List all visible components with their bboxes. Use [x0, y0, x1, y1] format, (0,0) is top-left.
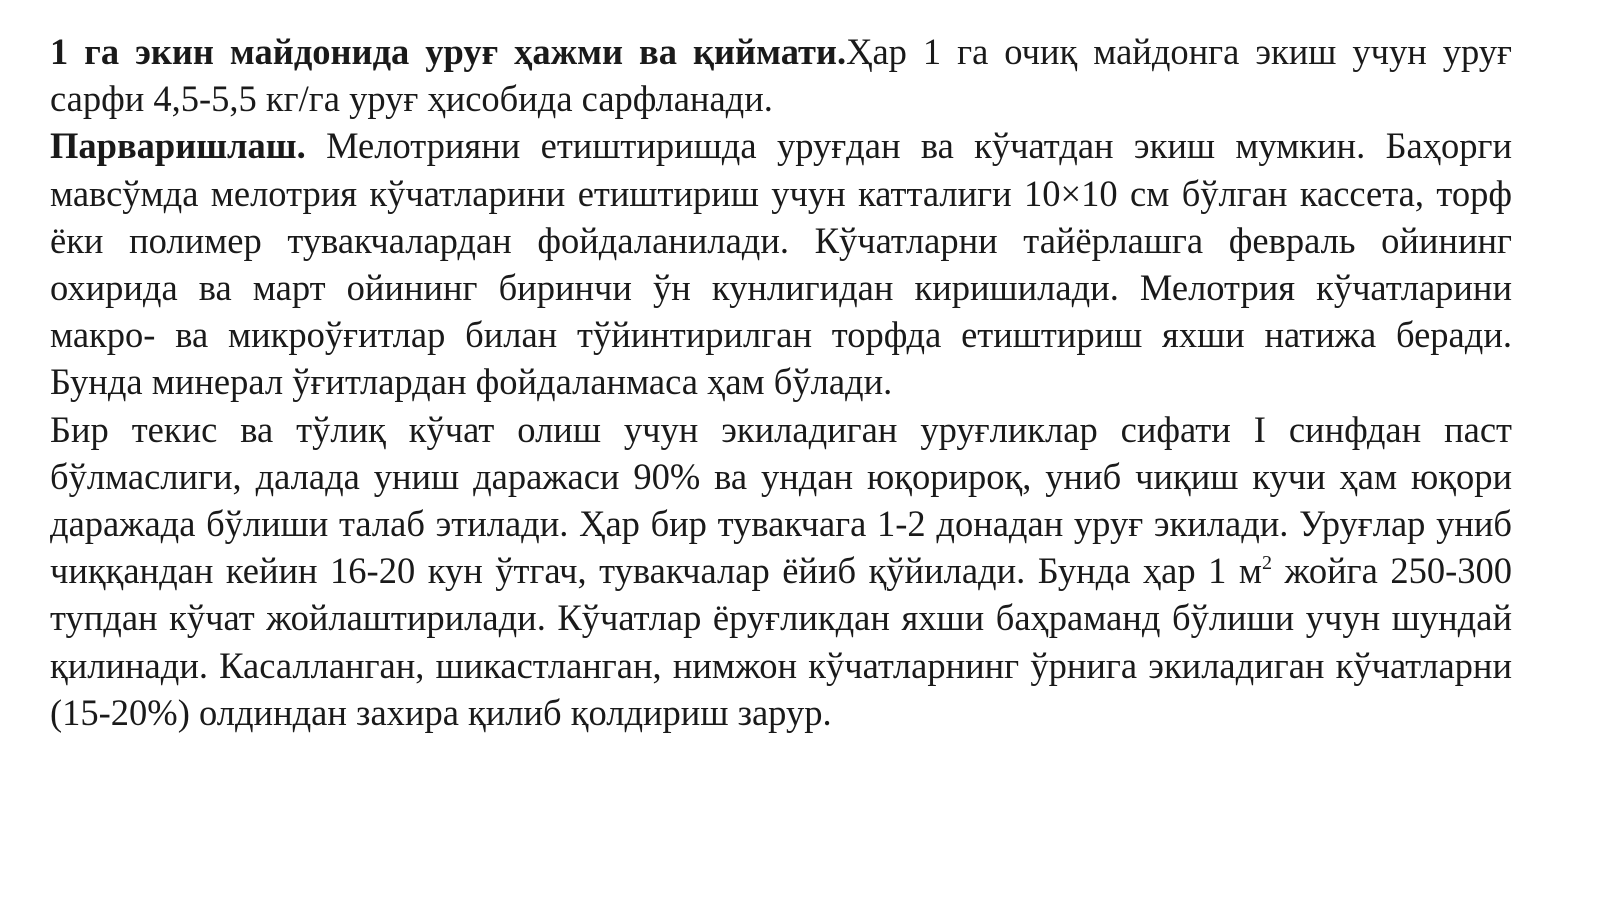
- paragraph-text: Бир текис ва тўлиқ кўчат олиш учун экиладиган уруғликлар сифати I синфдан паст бўлмаслиги, далада униш даражаси 90% ва ундан юқорироқ, униб чиқиш кучи ҳам юқори даражада бўлиши талаб этилади. Ҳар бир тувакчага 1-2 донадан уруғ экилади. Уруғлар униб чиққандан кейин 16-20 кун ўтгач, тувакчалар ёйиб қўйилади. Бунда ҳар 1 м: [50, 408, 1512, 592]
- paragraph-text: жойга 250-300 тупдан кўчат жойлаштирилади. Кўчатлар ёруғликдан яхши баҳраманд бўлиши учун шундай қилинади. Касалланган, шикастланган, нимжон кўчатларнинг ўрнига экиладиган кўчатларни (15-20%) олдиндан захира қилиб қолдириш зарур.: [50, 550, 1512, 733]
- superscript-square: 2: [1262, 552, 1273, 575]
- heading-care: Парваришлаш.: [50, 125, 306, 167]
- paragraph-text: Мелотрияни етиштиришда уруғдан ва кўчатдан экиш мумкин. Баҳорги мавсўмда мелотрия кўчатларини етиштириш учун катталиги 10×10 см бўлган кассета, торф ёки полимер тувакчалардан фойдаланилади. Кўчатларни тайёрлашга февраль ойининг охирида ва март ойининг биринчи ўн кунлигидан киришилади. Мелотрия кўчатларини макро- ва микроўғитлар билан тўйинтирилган торфда етиштириш яхши натижа беради. Бунда минерал ўғитлардан фойдаланмаса ҳам бўлади.: [50, 125, 1512, 403]
- paragraph-text: Ҳар 1 га очиқ майдонга экиш учун уруғ сарфи 4,5-5,5 кг/га уруғ ҳисобида сарфланади.: [50, 31, 1512, 120]
- paragraph-seed-volume: [50, 28, 1512, 122]
- document-page: [50, 28, 1512, 736]
- paragraph-seedlings: [50, 406, 1512, 736]
- paragraph-care: [50, 122, 1512, 405]
- heading-seed-volume: 1 га экин майдонида уруғ ҳажми ва қиймати.: [50, 31, 847, 72]
